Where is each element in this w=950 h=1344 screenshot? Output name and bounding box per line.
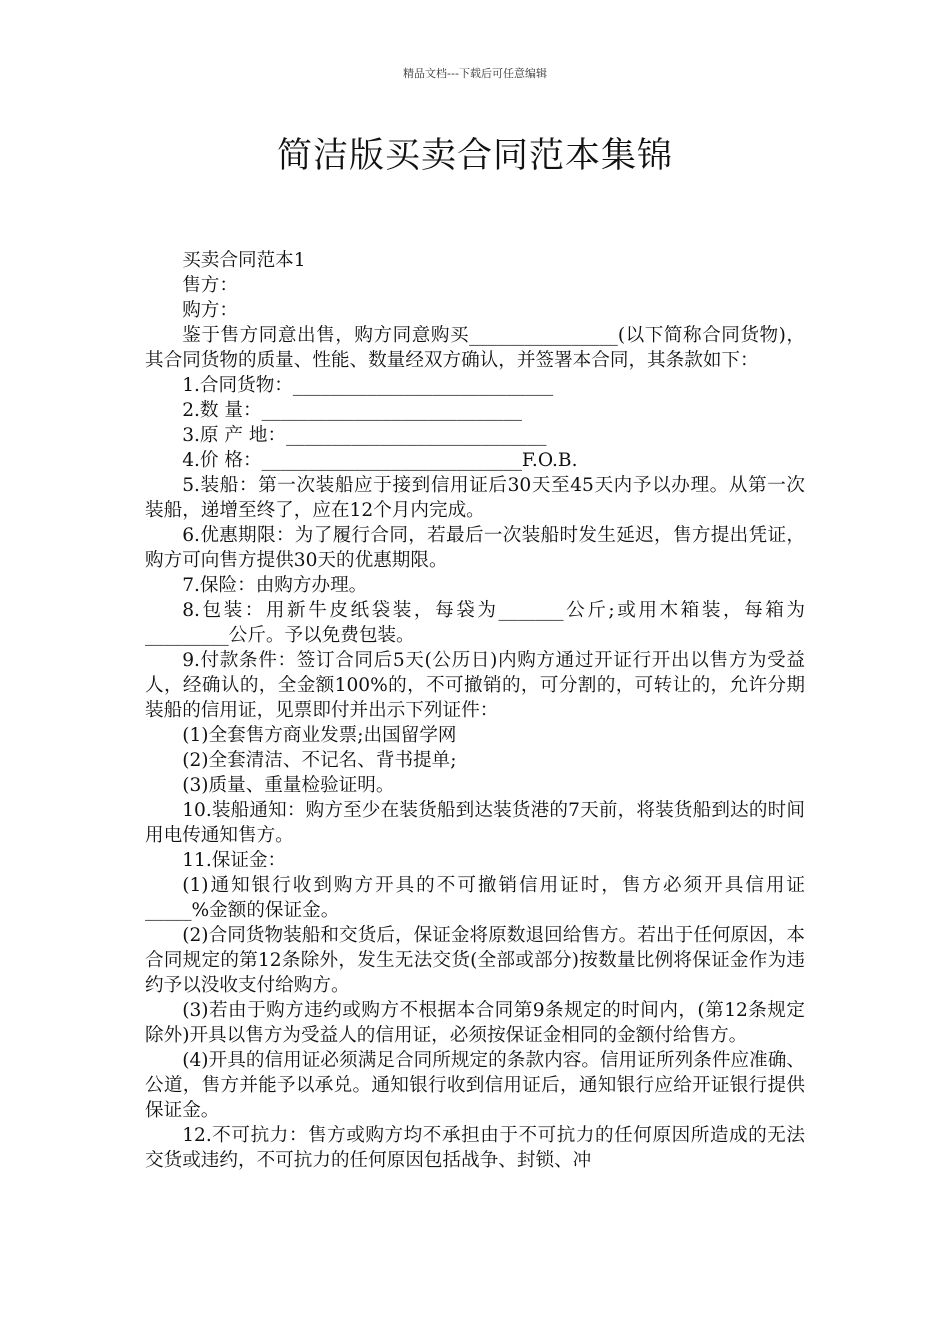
document-body: [145, 248, 805, 1173]
paragraph: (1)全套售方商业发票;出国留学网: [182, 725, 457, 746]
paragraph: 12.不可抗力：售方或购方均不承担由于不可抗力的任何原因所造成的无法交货或违约，不可抗力的任何原因包括战争、封锁、冲: [145, 1125, 805, 1171]
paragraph: (2)合同货物装船和交货后，保证金将原数退回给售方。若出于任何原因，本合同规定的第12条除外，发生无法交货(全部或部分)按数量比例将保证金作为违约予以没收支付给购方。: [145, 925, 805, 996]
paragraph: 3.原 产 地：____________________________: [182, 425, 547, 446]
paragraph: 1.合同货物：____________________________: [182, 375, 554, 396]
paragraph: 7.保险：由购方办理。: [182, 575, 368, 596]
paragraph: 购方：: [182, 300, 238, 321]
paragraph: 2.数 量：____________________________: [182, 400, 522, 421]
paragraph: 4.价 格：____________________________F.O.B.: [182, 450, 578, 471]
paragraph: 买卖合同范本1: [182, 250, 306, 271]
paragraph: 9.付款条件：签订合同后5天(公历日)内购方通过开证行开出以售方为受益人，经确认的，全金额100%的，不可撤销的，可分割的，可转让的，允许分期装船的信用证，见票即付并出示下列证件：: [145, 650, 805, 721]
header-note: 精品文档---下载后可任意编辑: [403, 67, 547, 80]
paragraph: 11.保证金：: [182, 850, 287, 871]
paragraph: 6.优惠期限：为了履行合同，若最后一次装船时发生延迟，售方提出凭证，购方可向售方提供30天的优惠期限。: [145, 525, 805, 571]
paragraph: 8.包装：用新牛皮纸袋装，每袋为_______公斤;或用木箱装，每箱为_________公斤。予以免费包装。: [145, 600, 805, 646]
document-title: 简洁版买卖合同范本集锦: [276, 136, 673, 176]
paragraph: 鉴于售方同意出售，购方同意购买________________(以下简称合同货物)，其合同货物的质量、性能、数量经双方确认，并签署本合同，其条款如下：: [145, 325, 805, 371]
paragraph: 售方：: [182, 275, 238, 296]
paragraph: 5.装船：第一次装船应于接到信用证后30天至45天内予以办理。从第一次装船，递增至终了，应在12个月内完成。: [145, 475, 805, 521]
paragraph: (4)开具的信用证必须满足合同所规定的条款内容。信用证所列条件应准确、公道，售方并能予以承兑。通知银行收到信用证后，通知银行应给开证银行提供保证金。: [145, 1050, 805, 1121]
paragraph: (3)若由于购方违约或购方不根据本合同第9条规定的时间内，(第12条规定除外)开具以售方为受益人的信用证，必须按保证金相同的金额付给售方。: [145, 1000, 805, 1046]
paragraph: (2)全套清洁、不记名、背书提单;: [182, 750, 457, 771]
paragraph: (3)质量、重量检验证明。: [182, 775, 395, 796]
paragraph: (1)通知银行收到购方开具的不可撤销信用证时，售方必须开具信用证_____%金额的保证金。: [145, 875, 805, 921]
paragraph: 10.装船通知：购方至少在装货船到达装货港的7天前，将装货船到达的时间用电传通知售方。: [145, 800, 805, 846]
